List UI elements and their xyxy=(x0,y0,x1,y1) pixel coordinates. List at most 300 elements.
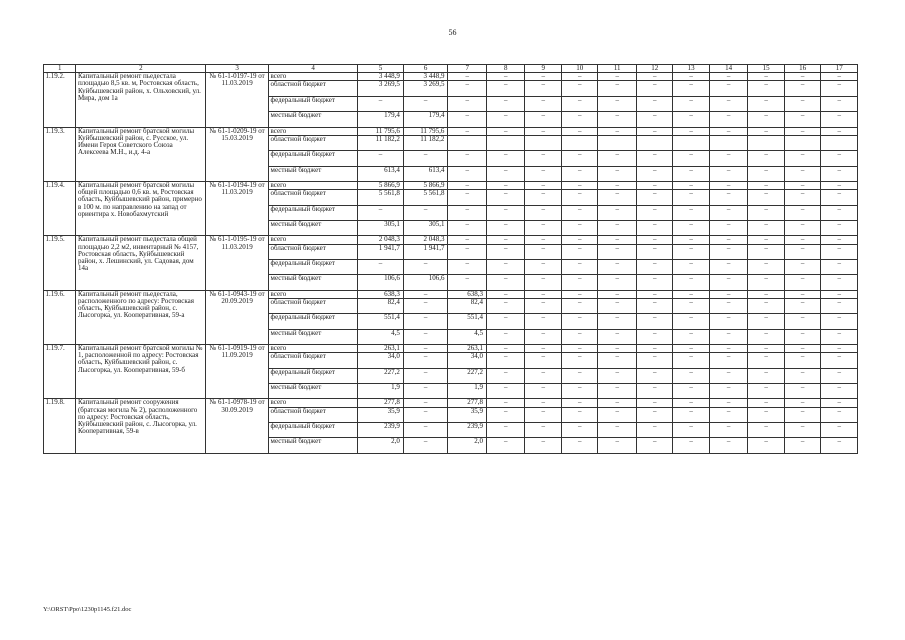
amount-cell: – xyxy=(673,127,709,135)
amount-cell: – xyxy=(821,399,858,407)
amount-cell: – xyxy=(403,329,448,344)
amount-cell: 5 561,8 xyxy=(403,190,448,205)
amount-cell xyxy=(709,135,748,150)
column-number-header: 8 xyxy=(486,65,525,73)
amount-cell: – xyxy=(561,236,597,244)
funding-source-cell: областной бюджет xyxy=(269,407,358,422)
amount-cell: – xyxy=(486,314,525,329)
column-number-header: 5 xyxy=(358,65,404,73)
amount-cell: – xyxy=(748,290,784,298)
amount-cell: 2 048,3 xyxy=(358,236,404,244)
amount-cell: – xyxy=(673,314,709,329)
column-number-header: 6 xyxy=(403,65,448,73)
amount-cell: – xyxy=(636,368,672,383)
amount-cell: – xyxy=(748,112,784,127)
amount-cell xyxy=(448,135,487,150)
funding-source-cell: всего xyxy=(269,236,358,244)
amount-cell: – xyxy=(403,259,448,274)
amount-cell xyxy=(486,135,525,150)
funding-source-cell: всего xyxy=(269,399,358,407)
amount-cell: – xyxy=(448,81,487,96)
amount-cell: – xyxy=(561,127,597,135)
amount-cell: – xyxy=(598,127,637,135)
funding-source-cell: всего xyxy=(269,127,358,135)
amount-cell: – xyxy=(748,190,784,205)
amount-cell: – xyxy=(561,407,597,422)
amount-cell: 277,8 xyxy=(358,399,404,407)
amount-cell: – xyxy=(821,329,858,344)
amount-cell: 11 795,6 xyxy=(358,127,404,135)
amount-cell: – xyxy=(821,423,858,438)
amount-cell: – xyxy=(821,81,858,96)
column-number-header: 9 xyxy=(525,65,561,73)
amount-cell: – xyxy=(525,259,561,274)
amount-cell: – xyxy=(673,190,709,205)
amount-cell: – xyxy=(486,384,525,399)
amount-cell: 35,9 xyxy=(448,407,487,422)
amount-cell: – xyxy=(486,368,525,383)
amount-cell: – xyxy=(709,314,748,329)
amount-cell: – xyxy=(448,181,487,189)
amount-cell: – xyxy=(673,244,709,259)
amount-cell: – xyxy=(636,314,672,329)
amount-cell: – xyxy=(598,384,637,399)
document-reference-cell: № 61-1-0197-19 от 11.03.2019 xyxy=(206,73,269,127)
amount-cell: 11 182,2 xyxy=(358,135,404,150)
amount-cell: – xyxy=(486,407,525,422)
budget-table xyxy=(43,64,858,454)
amount-cell: – xyxy=(448,151,487,166)
amount-cell: – xyxy=(709,166,748,181)
amount-cell: – xyxy=(673,399,709,407)
object-description-cell: Капитальный ремонт братской могилы общей площадью 0,6 кв. м, Ростовская область, Куйбышевский район, примерно в 100 м. по направлению на запад от ориентира х. Новобахмутский xyxy=(76,181,206,235)
amount-cell: – xyxy=(636,399,672,407)
table-row xyxy=(44,345,858,353)
table-row xyxy=(44,399,858,407)
amount-cell: – xyxy=(784,190,820,205)
amount-cell: – xyxy=(486,329,525,344)
amount-cell: – xyxy=(561,423,597,438)
amount-cell: – xyxy=(636,438,672,453)
funding-source-cell: областной бюджет xyxy=(269,244,358,259)
funding-source-cell: местный бюджет xyxy=(269,220,358,235)
amount-cell: – xyxy=(403,407,448,422)
amount-cell: – xyxy=(403,368,448,383)
amount-cell: – xyxy=(598,353,637,368)
funding-source-cell: областной бюджет xyxy=(269,298,358,313)
amount-cell: – xyxy=(709,384,748,399)
amount-cell: – xyxy=(821,314,858,329)
table-row xyxy=(44,236,858,244)
amount-cell: – xyxy=(636,73,672,81)
amount-cell: – xyxy=(525,236,561,244)
amount-cell: – xyxy=(673,298,709,313)
amount-cell: – xyxy=(403,298,448,313)
amount-cell: – xyxy=(748,423,784,438)
amount-cell: – xyxy=(673,384,709,399)
amount-cell: – xyxy=(525,423,561,438)
amount-cell: – xyxy=(448,112,487,127)
amount-cell xyxy=(525,135,561,150)
column-number-header: 14 xyxy=(709,65,748,73)
amount-cell: 179,4 xyxy=(403,112,448,127)
amount-cell: – xyxy=(748,205,784,220)
amount-cell: – xyxy=(673,73,709,81)
amount-cell: 82,4 xyxy=(358,298,404,313)
amount-cell: – xyxy=(525,314,561,329)
amount-cell: – xyxy=(748,353,784,368)
amount-cell: – xyxy=(784,96,820,111)
funding-source-cell: всего xyxy=(269,73,358,81)
funding-source-cell: местный бюджет xyxy=(269,112,358,127)
amount-cell: – xyxy=(709,220,748,235)
amount-cell: – xyxy=(673,353,709,368)
amount-cell: – xyxy=(525,368,561,383)
table-row xyxy=(44,73,858,81)
amount-cell: – xyxy=(561,384,597,399)
amount-cell xyxy=(821,135,858,150)
column-number-header: 2 xyxy=(76,65,206,73)
amount-cell: – xyxy=(403,290,448,298)
amount-cell: – xyxy=(821,181,858,189)
amount-cell: – xyxy=(525,329,561,344)
document-reference-cell: № 61-1-0194-19 от 11.03.2019 xyxy=(206,181,269,235)
column-number-header: 11 xyxy=(598,65,637,73)
amount-cell: – xyxy=(821,236,858,244)
amount-cell: – xyxy=(748,314,784,329)
amount-cell: – xyxy=(709,127,748,135)
amount-cell: – xyxy=(561,368,597,383)
amount-cell: – xyxy=(598,423,637,438)
amount-cell: 4,5 xyxy=(358,329,404,344)
amount-cell: – xyxy=(636,190,672,205)
amount-cell: – xyxy=(486,112,525,127)
amount-cell: – xyxy=(561,151,597,166)
amount-cell: – xyxy=(784,236,820,244)
amount-cell: – xyxy=(636,112,672,127)
amount-cell: – xyxy=(821,298,858,313)
amount-cell: – xyxy=(709,407,748,422)
amount-cell: – xyxy=(709,275,748,290)
amount-cell: – xyxy=(525,438,561,453)
amount-cell: – xyxy=(448,275,487,290)
amount-cell: – xyxy=(525,298,561,313)
amount-cell: – xyxy=(784,368,820,383)
amount-cell: – xyxy=(525,166,561,181)
amount-cell: 305,1 xyxy=(403,220,448,235)
amount-cell: 613,4 xyxy=(403,166,448,181)
amount-cell: – xyxy=(525,353,561,368)
amount-cell: – xyxy=(525,384,561,399)
amount-cell: – xyxy=(448,166,487,181)
amount-cell: 82,4 xyxy=(448,298,487,313)
amount-cell: – xyxy=(673,407,709,422)
amount-cell: – xyxy=(821,438,858,453)
amount-cell: – xyxy=(448,244,487,259)
amount-cell: 11 182,2 xyxy=(403,135,448,150)
amount-cell xyxy=(748,135,784,150)
amount-cell: – xyxy=(486,205,525,220)
amount-cell: – xyxy=(709,259,748,274)
page-number: 56 xyxy=(448,28,457,37)
column-number-header: 3 xyxy=(206,65,269,73)
amount-cell: – xyxy=(448,220,487,235)
amount-cell: – xyxy=(709,345,748,353)
amount-cell: 277,8 xyxy=(448,399,487,407)
funding-source-cell: федеральный бюджет xyxy=(269,205,358,220)
amount-cell: – xyxy=(784,127,820,135)
amount-cell: 35,9 xyxy=(358,407,404,422)
funding-source-cell: областной бюджет xyxy=(269,135,358,150)
amount-cell: – xyxy=(486,438,525,453)
amount-cell: – xyxy=(821,407,858,422)
amount-cell: – xyxy=(748,438,784,453)
amount-cell: – xyxy=(821,290,858,298)
amount-cell: – xyxy=(748,236,784,244)
amount-cell: – xyxy=(358,96,404,111)
amount-cell: – xyxy=(403,151,448,166)
amount-cell: – xyxy=(448,259,487,274)
amount-cell: – xyxy=(821,220,858,235)
amount-cell: – xyxy=(821,151,858,166)
object-description-cell: Капитальный ремонт братской могилы Куйбышевский район, с. Русское, ул. Имени Героя Советского Союза Алексеева М.Н., и.д. 4-а xyxy=(76,127,206,181)
amount-cell xyxy=(561,135,597,150)
amount-cell: – xyxy=(748,166,784,181)
amount-cell: – xyxy=(561,73,597,81)
amount-cell: – xyxy=(358,259,404,274)
amount-cell: – xyxy=(598,96,637,111)
amount-cell: – xyxy=(748,81,784,96)
amount-cell: – xyxy=(561,190,597,205)
amount-cell: – xyxy=(486,73,525,81)
amount-cell: – xyxy=(448,190,487,205)
funding-source-cell: местный бюджет xyxy=(269,275,358,290)
amount-cell: – xyxy=(784,244,820,259)
amount-cell: 106,6 xyxy=(403,275,448,290)
amount-cell: – xyxy=(598,329,637,344)
amount-cell: – xyxy=(561,298,597,313)
amount-cell: 2,0 xyxy=(448,438,487,453)
amount-cell: – xyxy=(636,205,672,220)
amount-cell: – xyxy=(784,290,820,298)
amount-cell: – xyxy=(748,407,784,422)
amount-cell: – xyxy=(598,345,637,353)
amount-cell: – xyxy=(486,181,525,189)
amount-cell: – xyxy=(784,220,820,235)
amount-cell: – xyxy=(636,236,672,244)
amount-cell: – xyxy=(561,275,597,290)
amount-cell: – xyxy=(598,438,637,453)
funding-source-cell: местный бюджет xyxy=(269,438,358,453)
amount-cell: – xyxy=(561,220,597,235)
column-number-header: 13 xyxy=(673,65,709,73)
amount-cell xyxy=(598,135,637,150)
amount-cell: – xyxy=(525,127,561,135)
amount-cell: – xyxy=(709,81,748,96)
amount-cell: – xyxy=(748,345,784,353)
amount-cell: – xyxy=(486,275,525,290)
amount-cell: – xyxy=(358,151,404,166)
amount-cell: – xyxy=(748,220,784,235)
item-number-cell: 1.19.8. xyxy=(44,399,76,453)
amount-cell: – xyxy=(784,275,820,290)
amount-cell: – xyxy=(673,151,709,166)
amount-cell: – xyxy=(403,314,448,329)
amount-cell: – xyxy=(486,353,525,368)
amount-cell: – xyxy=(709,190,748,205)
amount-cell: 5 866,9 xyxy=(403,181,448,189)
amount-cell: – xyxy=(784,423,820,438)
amount-cell: – xyxy=(748,259,784,274)
amount-cell: – xyxy=(486,423,525,438)
amount-cell: 34,0 xyxy=(448,353,487,368)
amount-cell: – xyxy=(673,259,709,274)
amount-cell: – xyxy=(636,345,672,353)
amount-cell: – xyxy=(561,96,597,111)
amount-cell: – xyxy=(784,345,820,353)
object-description-cell: Капитальный ремонт братской могилы № 1, расположенной по адресу: Ростовская область, Куйбышевский район, с. Лысогорка, ул. Кооперативная, 59-б xyxy=(76,345,206,399)
funding-source-cell: всего xyxy=(269,290,358,298)
amount-cell: – xyxy=(748,275,784,290)
amount-cell: – xyxy=(709,112,748,127)
amount-cell: – xyxy=(598,259,637,274)
amount-cell: – xyxy=(821,353,858,368)
amount-cell: – xyxy=(784,353,820,368)
amount-cell: 551,4 xyxy=(358,314,404,329)
amount-cell: – xyxy=(561,259,597,274)
amount-cell: 3 269,5 xyxy=(403,81,448,96)
amount-cell: – xyxy=(448,127,487,135)
table-body xyxy=(44,73,858,454)
amount-cell: – xyxy=(748,368,784,383)
amount-cell: 5 866,9 xyxy=(358,181,404,189)
amount-cell: – xyxy=(561,112,597,127)
amount-cell: – xyxy=(486,151,525,166)
amount-cell: 179,4 xyxy=(358,112,404,127)
funding-source-cell: федеральный бюджет xyxy=(269,259,358,274)
amount-cell: – xyxy=(403,345,448,353)
amount-cell: – xyxy=(709,205,748,220)
funding-source-cell: областной бюджет xyxy=(269,353,358,368)
amount-cell: – xyxy=(561,345,597,353)
amount-cell: – xyxy=(525,96,561,111)
amount-cell: – xyxy=(598,220,637,235)
amount-cell: – xyxy=(784,329,820,344)
amount-cell: – xyxy=(486,236,525,244)
table-row xyxy=(44,290,858,298)
amount-cell: – xyxy=(673,329,709,344)
amount-cell: – xyxy=(636,275,672,290)
document-reference-cell: № 61-1-0978-19 от 30.09.2019 xyxy=(206,399,269,453)
amount-cell: – xyxy=(561,290,597,298)
item-number-cell: 1.19.4. xyxy=(44,181,76,235)
amount-cell: – xyxy=(709,368,748,383)
funding-source-cell: федеральный бюджет xyxy=(269,151,358,166)
amount-cell: – xyxy=(821,345,858,353)
amount-cell: – xyxy=(598,298,637,313)
item-number-cell: 1.19.6. xyxy=(44,290,76,344)
amount-cell: – xyxy=(598,236,637,244)
amount-cell: – xyxy=(403,384,448,399)
item-number-cell: 1.19.2. xyxy=(44,73,76,127)
amount-cell: – xyxy=(784,314,820,329)
amount-cell: – xyxy=(486,259,525,274)
document-reference-cell: № 61-1-0943-19 от 20.09.2019 xyxy=(206,290,269,344)
amount-cell: – xyxy=(525,81,561,96)
funding-source-cell: местный бюджет xyxy=(269,329,358,344)
amount-cell: – xyxy=(784,205,820,220)
amount-cell: – xyxy=(561,244,597,259)
amount-cell: – xyxy=(636,127,672,135)
amount-cell xyxy=(636,135,672,150)
amount-cell: – xyxy=(525,407,561,422)
column-number-header: 15 xyxy=(748,65,784,73)
column-number-header: 7 xyxy=(448,65,487,73)
amount-cell: – xyxy=(709,151,748,166)
amount-cell: – xyxy=(784,181,820,189)
amount-cell: – xyxy=(784,384,820,399)
amount-cell: – xyxy=(486,96,525,111)
amount-cell: – xyxy=(709,399,748,407)
amount-cell: – xyxy=(636,244,672,259)
funding-source-cell: федеральный бюджет xyxy=(269,314,358,329)
amount-cell: – xyxy=(821,73,858,81)
amount-cell: – xyxy=(748,244,784,259)
amount-cell: – xyxy=(636,407,672,422)
amount-cell: – xyxy=(598,166,637,181)
amount-cell: – xyxy=(448,236,487,244)
amount-cell: – xyxy=(448,96,487,111)
item-number-cell: 1.19.7. xyxy=(44,345,76,399)
amount-cell: – xyxy=(709,438,748,453)
amount-cell: – xyxy=(598,205,637,220)
amount-cell: – xyxy=(525,345,561,353)
amount-cell: 2 048,3 xyxy=(403,236,448,244)
amount-cell: – xyxy=(561,81,597,96)
amount-cell: – xyxy=(673,205,709,220)
amount-cell: – xyxy=(709,181,748,189)
amount-cell: – xyxy=(784,112,820,127)
object-description-cell: Капитальный ремонт пьедестала площадью 8,5 кв. м, Ростовская область, Куйбышевский район, х. Ольховский, ул. Мира, дом 1а xyxy=(76,73,206,127)
amount-cell: – xyxy=(636,96,672,111)
amount-cell: – xyxy=(403,353,448,368)
amount-cell: – xyxy=(673,275,709,290)
amount-cell: – xyxy=(636,166,672,181)
amount-cell: – xyxy=(821,112,858,127)
amount-cell: – xyxy=(561,329,597,344)
amount-cell: – xyxy=(403,438,448,453)
amount-cell: – xyxy=(748,399,784,407)
amount-cell: – xyxy=(403,96,448,111)
document-reference-cell: № 61-1-0209-19 от 15.03.2019 xyxy=(206,127,269,181)
amount-cell: 227,2 xyxy=(448,368,487,383)
amount-cell: – xyxy=(636,353,672,368)
amount-cell: – xyxy=(821,166,858,181)
amount-cell: – xyxy=(561,181,597,189)
amount-cell: – xyxy=(673,438,709,453)
amount-cell: – xyxy=(709,236,748,244)
amount-cell: – xyxy=(709,353,748,368)
amount-cell: – xyxy=(403,399,448,407)
amount-cell: 1,9 xyxy=(448,384,487,399)
amount-cell: 1 941,7 xyxy=(358,244,404,259)
amount-cell: 613,4 xyxy=(358,166,404,181)
amount-cell: – xyxy=(748,73,784,81)
amount-cell: – xyxy=(525,244,561,259)
amount-cell: – xyxy=(821,259,858,274)
amount-cell: – xyxy=(486,220,525,235)
amount-cell: – xyxy=(561,314,597,329)
